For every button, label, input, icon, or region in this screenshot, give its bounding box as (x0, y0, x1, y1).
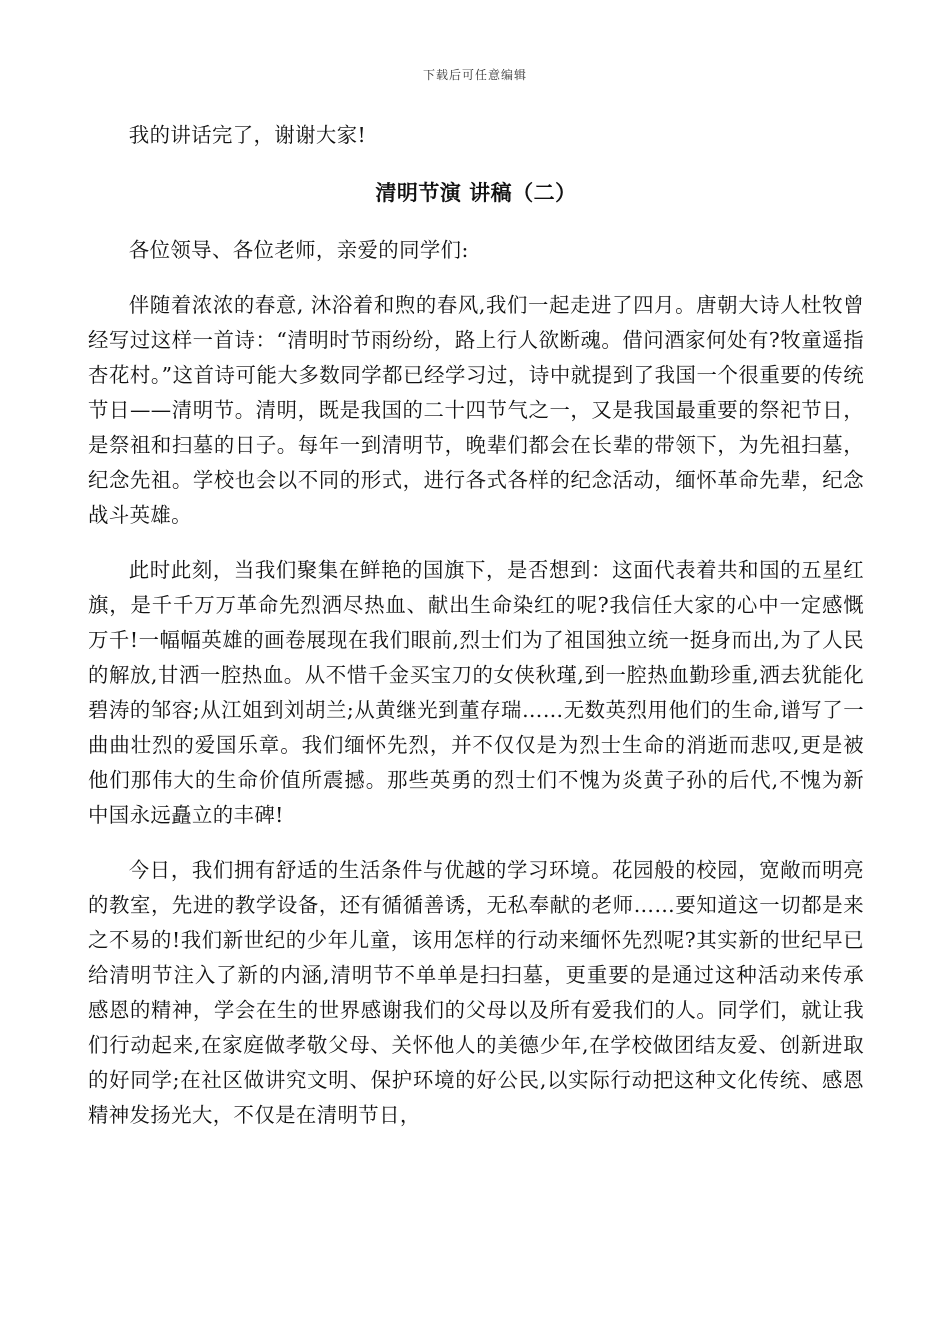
paragraph-gap (88, 268, 864, 288)
closing-line: 我的讲话完了，谢谢大家! (128, 123, 367, 147)
paragraph-3: 今日，我们拥有舒适的生活条件与优越的学习环境。花园般的校园，宽敞而明亮的教室，先进的教学设备，还有循循善诱，无私奉献的老师……要知道这一切都是来之不易的!我们新世纪的少年儿童，该用怎样的行动来缅怀先烈呢?其实新的世纪早已给清明节注入了新的内涵,清明节不单单是扫扫墓，更重要的是通过这种活动来传承感恩的精神，学会在生的世界感谢我们的父母以及所有爱我们的人。同学们，就让我们行动起来,在家庭做孝敬父母、关怀他人的美德少年,在学校做团结友爱、创新进取的好同学;在社区做讲究文明、保护环境的好公民,以实际行动把这种文化传统、感恩精神发扬光大，不仅是在清明节日， (88, 858, 864, 1127)
document-body (88, 118, 864, 1133)
salutation: 各位领导、各位老师，亲爱的同学们: (128, 238, 469, 262)
speech-title: 清明节演 讲稿（二） (375, 181, 577, 205)
paragraph-gap (88, 833, 864, 853)
paragraph-gap (88, 533, 864, 553)
paragraph-2: 此时此刻，当我们聚集在鲜艳的国旗下，是否想到：这面代表着共和国的五星红旗，是千千万万革命先烈洒尽热血、献出生命染红的呢?我信任大家的心中一定感慨万千!一幅幅英雄的画卷展现在我们眼前,烈士们为了祖国独立统一挺身而出,为了人民的解放,甘洒一腔热血。从不惜千金买宝刀的女侠秋瑾,到一腔热血勤珍重,洒去犹能化碧涛的邹容;从江姐到刘胡兰;从黄继光到董存瑞……无数英烈用他们的生命,谱写了一曲曲壮烈的爱国乐章。我们缅怀先烈，并不仅仅是为烈士生命的消逝而悲叹,更是被他们那伟大的生命价值所震撼。那些英勇的烈士们不愧为炎黄子孙的后代,不愧为新中国永远矗立的丰碑! (88, 558, 864, 827)
header-note: 下载后可任意编辑 (422, 68, 527, 82)
paragraph-1: 伴随着浓浓的春意, 沐浴着和煦的春风,我们一起走进了四月。唐朝大诗人杜牧曾经写过这样一首诗：“清明时节雨纷纷，路上行人欲断魂。借问酒家何处有?牧童遥指杏花村。”这首诗可能大多数同学都已经学习过，诗中就提到了我国一个很重要的传统节日——清明节。清明，既是我国的二十四节气之一，又是我国最重要的祭祀节日，是祭祖和扫墓的日子。每年一到清明节，晚辈们都会在长辈的带领下，为先祖扫墓，纪念先祖。学校也会以不同的形式，进行各式各样的纪念活动，缅怀革命先辈，纪念战斗英雄。 (88, 293, 864, 527)
